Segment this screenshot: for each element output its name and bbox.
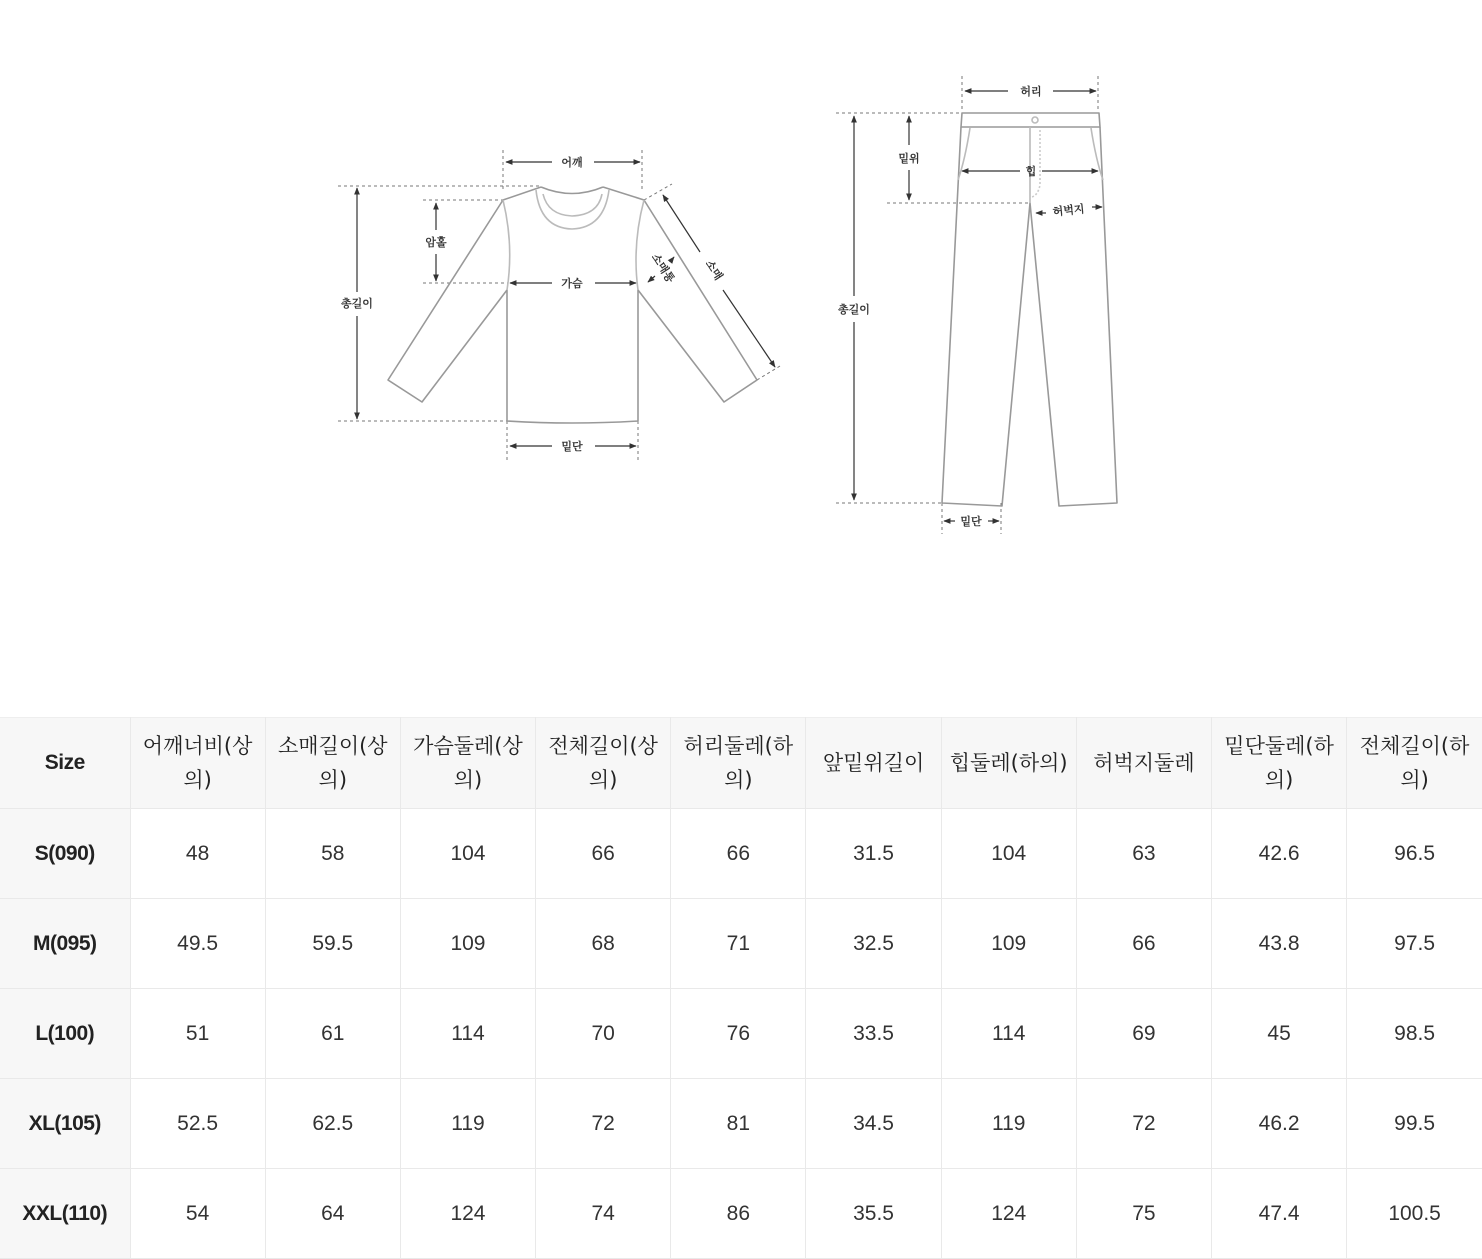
table-cell: 70 — [536, 989, 671, 1079]
table-cell: 75 — [1076, 1169, 1211, 1259]
table-header-row — [0, 718, 1482, 809]
table-cell: 114 — [400, 989, 535, 1079]
table-cell: 31.5 — [806, 809, 941, 899]
table-cell: 69 — [1076, 989, 1211, 1079]
table-cell: 58 — [265, 809, 400, 899]
label-armhole: 암홀 — [425, 236, 447, 249]
table-cell: 99.5 — [1347, 1079, 1482, 1169]
table-cell: 71 — [671, 899, 806, 989]
header-thigh: 허벅지둘레 — [1076, 718, 1211, 809]
table-cell: 76 — [671, 989, 806, 1079]
table-row — [0, 1169, 1482, 1259]
table-cell: 68 — [536, 899, 671, 989]
size-chart-table — [0, 717, 1482, 1259]
table-row — [0, 899, 1482, 989]
table-cell: 124 — [941, 1169, 1076, 1259]
header-top-length: 전체길이(상의) — [536, 718, 671, 809]
header-chest: 가슴둘레(상의) — [400, 718, 535, 809]
table-cell: 66 — [1076, 899, 1211, 989]
table-cell: 51 — [130, 989, 265, 1079]
table-cell: 61 — [265, 989, 400, 1079]
table-cell: 100.5 — [1347, 1169, 1482, 1259]
table-cell: 66 — [536, 809, 671, 899]
table-cell: 74 — [536, 1169, 671, 1259]
table-row — [0, 809, 1482, 899]
table-cell: 86 — [671, 1169, 806, 1259]
table-cell: 104 — [941, 809, 1076, 899]
table-cell: 72 — [1076, 1079, 1211, 1169]
table-cell: 64 — [265, 1169, 400, 1259]
table-cell: 32.5 — [806, 899, 941, 989]
table-cell: 104 — [400, 809, 535, 899]
size-cell: XL(105) — [0, 1079, 130, 1169]
table-cell: 42.6 — [1212, 809, 1347, 899]
header-bottom-length: 전체길이(하의) — [1347, 718, 1482, 809]
table-cell: 52.5 — [130, 1079, 265, 1169]
label-hip: 힙 — [1025, 165, 1037, 178]
size-cell: S(090) — [0, 809, 130, 899]
label-chest: 가슴 — [561, 277, 583, 290]
size-cell: XXL(110) — [0, 1169, 130, 1259]
table-cell: 63 — [1076, 809, 1211, 899]
label-waist: 허리 — [1020, 85, 1042, 98]
table-cell: 97.5 — [1347, 899, 1482, 989]
table-cell: 66 — [671, 809, 806, 899]
table-cell: 62.5 — [265, 1079, 400, 1169]
table-cell: 109 — [941, 899, 1076, 989]
label-thigh: 허벅지 — [1052, 202, 1086, 219]
size-cell: L(100) — [0, 989, 130, 1079]
label-bottom-total-length: 총길이 — [838, 303, 870, 316]
label-sleeve: 소매 — [702, 257, 726, 283]
table-cell: 49.5 — [130, 899, 265, 989]
header-sleeve-length: 소매길이(상의) — [265, 718, 400, 809]
label-top-total-length: 총길이 — [341, 297, 373, 310]
table-row — [0, 1079, 1482, 1169]
table-cell: 48 — [130, 809, 265, 899]
size-cell: M(095) — [0, 899, 130, 989]
label-rise: 밑위 — [898, 152, 920, 165]
table-cell: 45 — [1212, 989, 1347, 1079]
table-cell: 114 — [941, 989, 1076, 1079]
header-hip: 힙둘레(하의) — [941, 718, 1076, 809]
header-front-rise: 앞밑위길이 — [806, 718, 941, 809]
table-cell: 72 — [536, 1079, 671, 1169]
table-cell: 119 — [941, 1079, 1076, 1169]
table-cell: 124 — [400, 1169, 535, 1259]
bottom-garment-illustration — [836, 76, 1117, 534]
table-cell: 59.5 — [265, 899, 400, 989]
header-shoulder-width: 어깨너비(상의) — [130, 718, 265, 809]
label-shoulder: 어깨 — [561, 156, 583, 169]
table-cell: 98.5 — [1347, 989, 1482, 1079]
table-cell: 33.5 — [806, 989, 941, 1079]
table-cell: 35.5 — [806, 1169, 941, 1259]
label-sleeve-width: 소매통 — [648, 251, 678, 286]
table-cell: 109 — [400, 899, 535, 989]
size-diagram — [0, 0, 1482, 560]
table-cell: 43.8 — [1212, 899, 1347, 989]
table-cell: 47.4 — [1212, 1169, 1347, 1259]
header-hem: 밑단둘레(하의) — [1212, 718, 1347, 809]
table-row — [0, 989, 1482, 1079]
table-cell: 119 — [400, 1079, 535, 1169]
table-cell: 81 — [671, 1079, 806, 1169]
label-top-hem: 밑단 — [561, 440, 583, 453]
table-cell: 54 — [130, 1169, 265, 1259]
table-cell: 96.5 — [1347, 809, 1482, 899]
top-garment-illustration — [338, 150, 780, 462]
label-bottom-hem: 밑단 — [960, 515, 982, 528]
header-size: Size — [0, 718, 130, 809]
table-cell: 46.2 — [1212, 1079, 1347, 1169]
header-waist: 허리둘레(하의) — [671, 718, 806, 809]
table-cell: 34.5 — [806, 1079, 941, 1169]
